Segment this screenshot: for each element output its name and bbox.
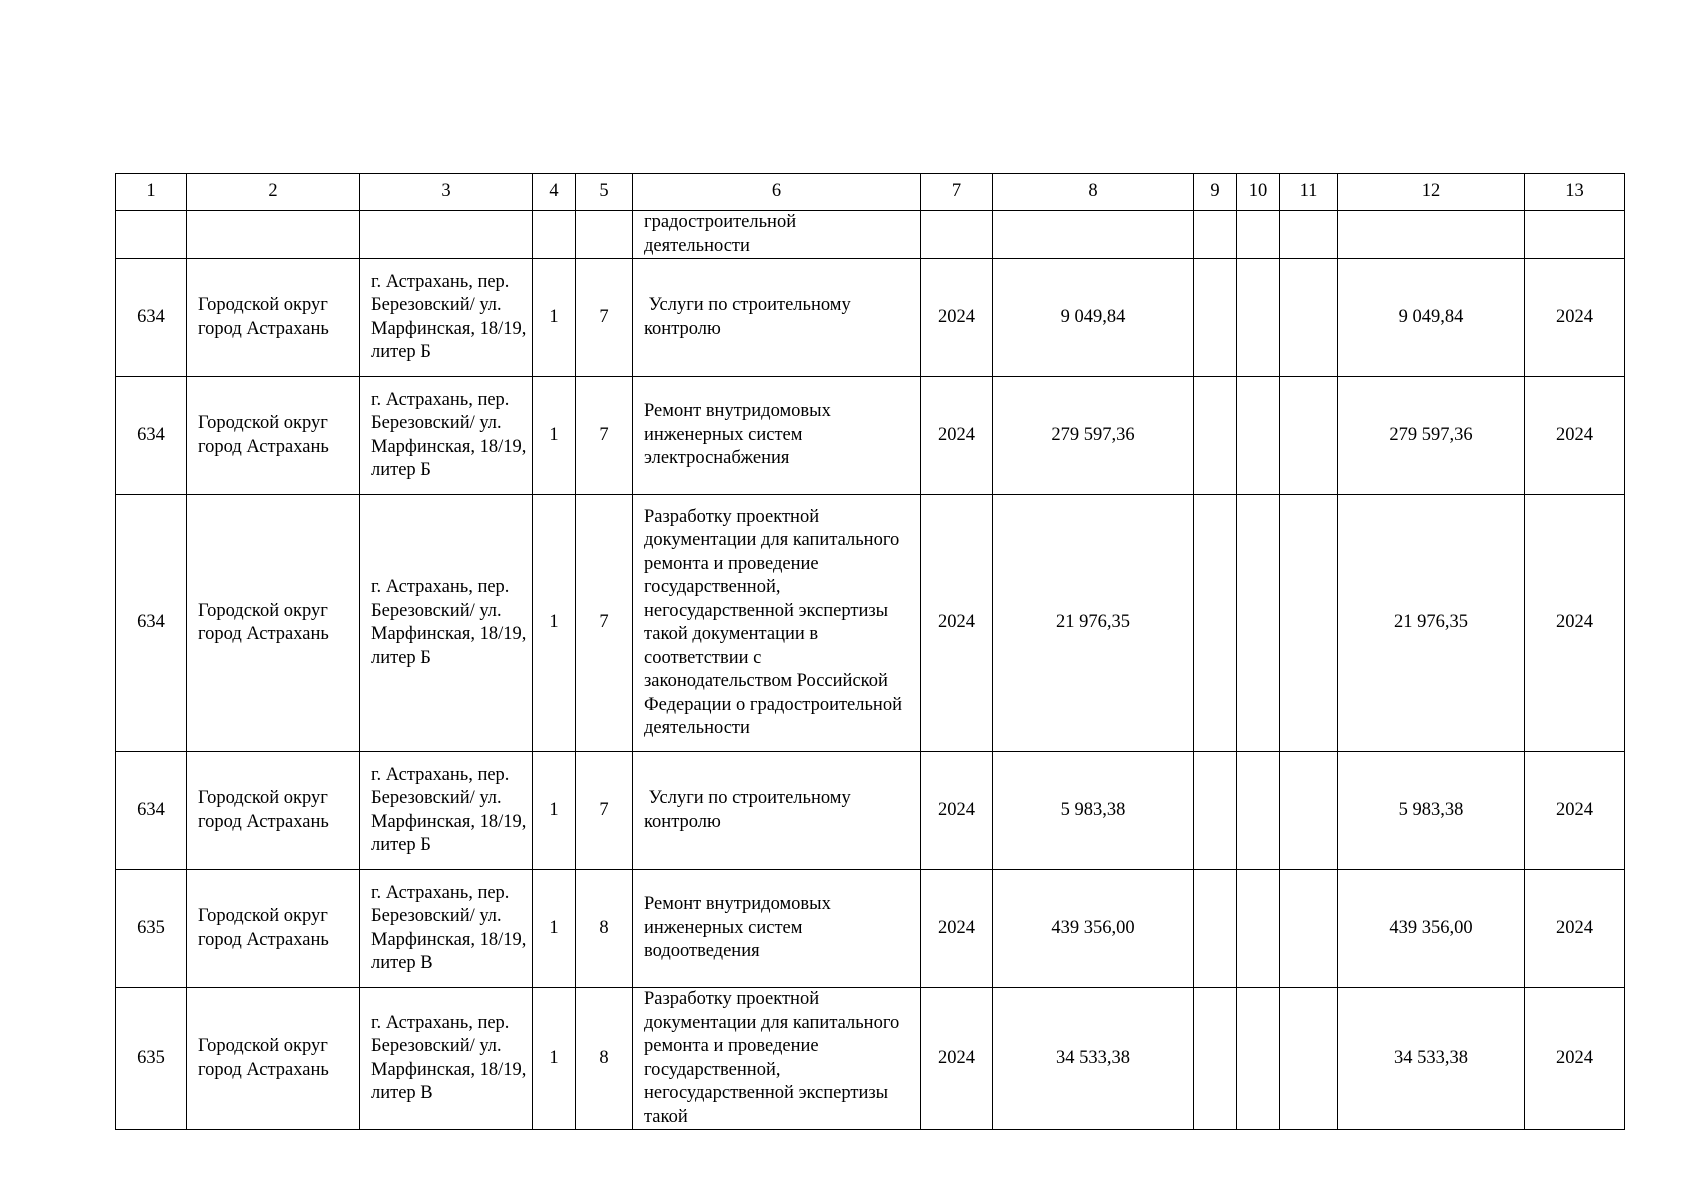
year-end-cell: 2024	[1525, 495, 1625, 752]
address-cell: г. Астрахань, пер. Березовский/ ул. Марфинская, 18/19, литер Б	[360, 377, 533, 495]
col10-cell	[1237, 988, 1280, 1130]
header-row	[116, 174, 1625, 211]
header-cell: 2	[187, 174, 360, 211]
row-number-cell: 635	[116, 870, 187, 988]
empty-cell	[576, 211, 633, 259]
col11-cell	[1280, 377, 1338, 495]
col5-cell: 8	[576, 870, 633, 988]
table-row	[116, 259, 1625, 377]
row-number-cell: 634	[116, 259, 187, 377]
col9-cell	[1194, 752, 1237, 870]
col5-cell: 7	[576, 495, 633, 752]
cost-cell: 439 356,00	[993, 870, 1194, 988]
work-description-cell: Услуги по строительному контролю	[633, 259, 921, 377]
municipality-cell: Городской округ город Астрахань	[187, 752, 360, 870]
work-description-cell: Ремонт внутридомовых инженерных систем водоотведения	[633, 870, 921, 988]
col4-cell: 1	[533, 495, 576, 752]
header-cell: 1	[116, 174, 187, 211]
col9-cell	[1194, 495, 1237, 752]
col9-cell	[1194, 988, 1237, 1130]
header-cell: 6	[633, 174, 921, 211]
col4-cell: 1	[533, 988, 576, 1130]
address-cell: г. Астрахань, пер. Березовский/ ул. Марфинская, 18/19, литер В	[360, 988, 533, 1130]
municipality-cell: Городской округ город Астрахань	[187, 259, 360, 377]
cost-cell: 21 976,35	[993, 495, 1194, 752]
empty-cell	[533, 211, 576, 259]
col11-cell	[1280, 870, 1338, 988]
cost-cell: 279 597,36	[993, 377, 1194, 495]
empty-cell	[187, 211, 360, 259]
col5-cell: 8	[576, 988, 633, 1130]
year-end-cell: 2024	[1525, 752, 1625, 870]
table-row	[116, 377, 1625, 495]
address-cell: г. Астрахань, пер. Березовский/ ул. Марфинская, 18/19, литер Б	[360, 752, 533, 870]
empty-cell	[921, 211, 993, 259]
row-number-cell: 635	[116, 988, 187, 1130]
col10-cell	[1237, 259, 1280, 377]
cost-total-cell: 21 976,35	[1338, 495, 1525, 752]
header-cell: 10	[1237, 174, 1280, 211]
cost-cell: 9 049,84	[993, 259, 1194, 377]
year-cell: 2024	[921, 377, 993, 495]
col10-cell	[1237, 377, 1280, 495]
col11-cell	[1280, 752, 1338, 870]
year-cell: 2024	[921, 259, 993, 377]
cost-total-cell: 279 597,36	[1338, 377, 1525, 495]
year-end-cell: 2024	[1525, 988, 1625, 1130]
col9-cell	[1194, 377, 1237, 495]
col11-cell	[1280, 988, 1338, 1130]
col4-cell: 1	[533, 259, 576, 377]
address-cell: г. Астрахань, пер. Березовский/ ул. Марфинская, 18/19, литер Б	[360, 495, 533, 752]
cost-total-cell: 5 983,38	[1338, 752, 1525, 870]
table-row	[116, 752, 1625, 870]
cost-cell: 5 983,38	[993, 752, 1194, 870]
col4-cell: 1	[533, 377, 576, 495]
header-cell: 4	[533, 174, 576, 211]
works-table	[115, 173, 1625, 1130]
empty-cell	[360, 211, 533, 259]
cost-total-cell: 439 356,00	[1338, 870, 1525, 988]
header-cell: 7	[921, 174, 993, 211]
header-cell: 8	[993, 174, 1194, 211]
empty-cell	[1338, 211, 1525, 259]
row-number-cell: 634	[116, 752, 187, 870]
year-end-cell: 2024	[1525, 870, 1625, 988]
table-row	[116, 988, 1625, 1130]
header-cell: 11	[1280, 174, 1338, 211]
work-description-cell: градостроительной деятельности	[633, 211, 921, 259]
work-description-cell: Разработку проектной документации для капитального ремонта и проведение государственной, негосударственной экспертизы такой документации в соответствии с законодательством Российской Федерации о градостроительной деятельности	[633, 495, 921, 752]
year-cell: 2024	[921, 870, 993, 988]
year-end-cell: 2024	[1525, 377, 1625, 495]
col4-cell: 1	[533, 752, 576, 870]
year-cell: 2024	[921, 495, 993, 752]
empty-cell	[1280, 211, 1338, 259]
continuation-row	[116, 211, 1625, 259]
header-cell: 5	[576, 174, 633, 211]
empty-cell	[1194, 211, 1237, 259]
year-cell: 2024	[921, 752, 993, 870]
col5-cell: 7	[576, 259, 633, 377]
header-cell: 9	[1194, 174, 1237, 211]
header-cell: 12	[1338, 174, 1525, 211]
col11-cell	[1280, 495, 1338, 752]
col4-cell: 1	[533, 870, 576, 988]
year-end-cell: 2024	[1525, 259, 1625, 377]
col10-cell	[1237, 752, 1280, 870]
address-cell: г. Астрахань, пер. Березовский/ ул. Марфинская, 18/19, литер В	[360, 870, 533, 988]
table-row	[116, 870, 1625, 988]
empty-cell	[116, 211, 187, 259]
municipality-cell: Городской округ город Астрахань	[187, 495, 360, 752]
municipality-cell: Городской округ город Астрахань	[187, 377, 360, 495]
empty-cell	[1525, 211, 1625, 259]
address-cell: г. Астрахань, пер. Березовский/ ул. Марфинская, 18/19, литер Б	[360, 259, 533, 377]
table-row	[116, 495, 1625, 752]
municipality-cell: Городской округ город Астрахань	[187, 870, 360, 988]
work-description-cell: Ремонт внутридомовых инженерных систем электроснабжения	[633, 377, 921, 495]
empty-cell	[993, 211, 1194, 259]
col5-cell: 7	[576, 377, 633, 495]
row-number-cell: 634	[116, 377, 187, 495]
col9-cell	[1194, 870, 1237, 988]
empty-cell	[1237, 211, 1280, 259]
year-cell: 2024	[921, 988, 993, 1130]
cost-total-cell: 34 533,38	[1338, 988, 1525, 1130]
header-cell: 13	[1525, 174, 1625, 211]
work-description-cell: Разработку проектной документации для капитального ремонта и проведение государственной, негосударственной экспертизы такой	[633, 988, 921, 1130]
row-number-cell: 634	[116, 495, 187, 752]
col5-cell: 7	[576, 752, 633, 870]
work-description-cell: Услуги по строительному контролю	[633, 752, 921, 870]
header-cell: 3	[360, 174, 533, 211]
cost-cell: 34 533,38	[993, 988, 1194, 1130]
col10-cell	[1237, 870, 1280, 988]
col11-cell	[1280, 259, 1338, 377]
cost-total-cell: 9 049,84	[1338, 259, 1525, 377]
col10-cell	[1237, 495, 1280, 752]
municipality-cell: Городской округ город Астрахань	[187, 988, 360, 1130]
col9-cell	[1194, 259, 1237, 377]
